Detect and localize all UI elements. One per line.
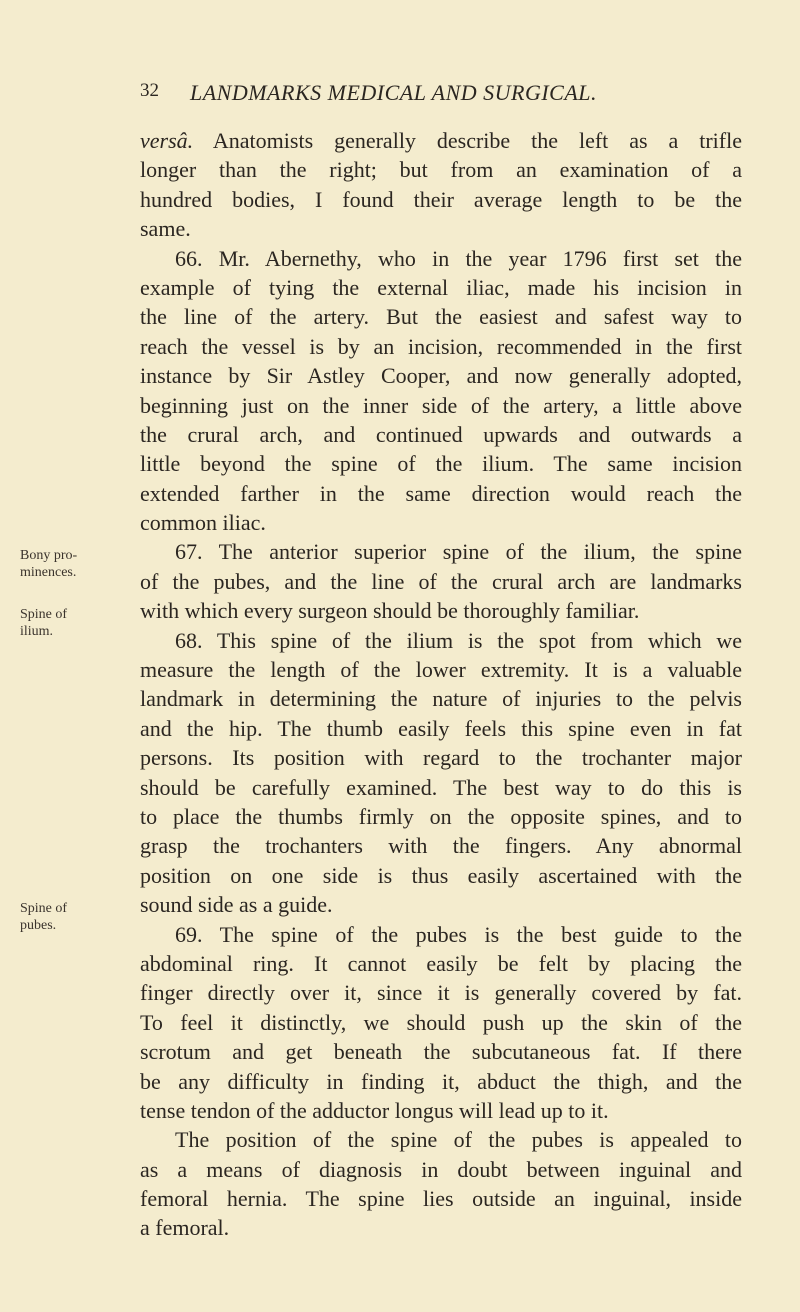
line-text: finger directly over it, since it is generally covered by fat. (140, 980, 742, 1006)
line-text: as a means of diagnosis in doubt between inguinal and (140, 1156, 742, 1182)
margin-note-line: pubes. (20, 918, 57, 933)
line-text: hundred bodies, I found their average length to be the (140, 186, 742, 212)
line-text: be any difficulty in finding it, abduct the thigh, and the (140, 1068, 742, 1094)
text-line (140, 273, 742, 302)
line-text: same. (140, 216, 191, 242)
margin-note-bony-prominences (20, 547, 77, 581)
text-line (140, 978, 742, 1007)
text-line (140, 743, 742, 772)
text-line (140, 155, 742, 184)
line-text: 69. The spine of the pubes is the best guide to the (175, 921, 742, 947)
margin-note-spine-of-ilium (20, 606, 67, 640)
running-header (140, 80, 742, 110)
text-line (140, 479, 742, 508)
text-line (140, 126, 742, 155)
text-line (140, 332, 742, 361)
line-text: reach the vessel is by an incision, recommended in the first (140, 333, 742, 359)
margin-note-line: Spine of (20, 607, 68, 622)
text-line (140, 1213, 742, 1242)
text-line (140, 214, 742, 243)
text-line (140, 567, 742, 596)
line-text: tense tendon of the adductor longus will lead up to it. (140, 1097, 609, 1123)
text-line (140, 802, 742, 831)
text-line (140, 684, 742, 713)
line-text: 67. The anterior superior spine of the ilium, the spine (175, 539, 742, 565)
running-title: LANDMARKS MEDICAL AND SURGICAL. (190, 80, 598, 105)
line-text: the crural arch, and continued upwards and outwards a (140, 421, 742, 447)
line-text: common iliac. (140, 510, 266, 536)
line-text: The position of the spine of the pubes is appealed to (175, 1127, 742, 1153)
paragraph (140, 244, 742, 538)
text-line (140, 244, 742, 273)
text-line (140, 1184, 742, 1213)
text-line (140, 655, 742, 684)
paragraph (140, 920, 742, 1126)
text-line (140, 1037, 742, 1066)
paragraph (140, 626, 742, 920)
line-text: the line of the artery. But the easiest and safest way to (140, 304, 742, 330)
italic-lead: versâ. (140, 128, 194, 153)
line-text: To feel it distinctly, we should push up the skin of the (140, 1009, 742, 1035)
margin-note-line: minences. (20, 565, 77, 580)
line-text: of the pubes, and the line of the crural arch are landmarks (140, 568, 742, 594)
line-text: abdominal ring. It cannot easily be felt by placing the (140, 950, 742, 976)
line-text: 66. Mr. Abernethy, who in the year 1796 first set the (175, 245, 742, 271)
margin-note-line: ilium. (20, 624, 54, 639)
body-text (140, 126, 742, 1243)
text-line (140, 920, 742, 949)
text-line (140, 185, 742, 214)
margin-note-spine-of-pubes (20, 900, 67, 934)
text-line (140, 1155, 742, 1184)
text-line (140, 391, 742, 420)
line-text: instance by Sir Astley Cooper, and now generally adopted, (140, 363, 742, 389)
text-line (140, 714, 742, 743)
line-text: measure the length of the lower extremity. It is a valuable (140, 657, 742, 683)
paragraph (140, 537, 742, 625)
text-line (140, 861, 742, 890)
line-text: grasp the trochanters with the fingers. Any abnormal (140, 833, 742, 859)
line-text: 68. This spine of the ilium is the spot from which we (175, 627, 742, 653)
text-line (140, 508, 742, 537)
text-line (140, 831, 742, 860)
line-text: Anatomists generally describe the left as a trifle (193, 128, 742, 153)
line-text: should be carefully examined. The best way to do this is (140, 774, 742, 800)
line-text: beginning just on the inner side of the artery, a little above (140, 392, 742, 418)
paragraph (140, 126, 742, 244)
line-text: longer than the right; but from an examination of a (140, 157, 742, 183)
line-text: landmark in determining the nature of injuries to the pelvis (140, 686, 742, 712)
line-text: position on one side is thus easily ascertained with the (140, 862, 742, 888)
text-line (140, 1067, 742, 1096)
text-line (140, 773, 742, 802)
line-text: with which every surgeon should be thoroughly familiar. (140, 598, 640, 624)
line-text: scrotum and get beneath the subcutaneous fat. If there (140, 1039, 742, 1065)
line-text: sound side as a guide. (140, 892, 333, 918)
text-line (140, 626, 742, 655)
text-line (140, 1125, 742, 1154)
text-line (140, 890, 742, 919)
line-text: to place the thumbs firmly on the opposite spines, and to (140, 803, 742, 829)
line-text: and the hip. The thumb easily feels this spine even in fat (140, 715, 742, 741)
text-line (140, 949, 742, 978)
line-text: example of tying the external iliac, made his incision in (140, 274, 742, 300)
line-text: a femoral. (140, 1215, 230, 1241)
text-line (140, 1008, 742, 1037)
text-line (140, 420, 742, 449)
text-line (140, 302, 742, 331)
margin-note-line: Bony pro- (20, 548, 78, 563)
text-line (140, 1096, 742, 1125)
text-line (140, 361, 742, 390)
page-number: 32 (140, 80, 159, 101)
text-line (140, 449, 742, 478)
line-text: little beyond the spine of the ilium. The same incision (140, 451, 742, 477)
line-text: extended farther in the same direction would reach the (140, 480, 742, 506)
line-text: femoral hernia. The spine lies outside an inguinal, inside (140, 1186, 742, 1212)
text-line (140, 537, 742, 566)
line-text: persons. Its position with regard to the trochanter major (140, 745, 742, 771)
text-line (140, 596, 742, 625)
paragraph (140, 1125, 742, 1243)
margin-note-line: Spine of (20, 901, 68, 916)
